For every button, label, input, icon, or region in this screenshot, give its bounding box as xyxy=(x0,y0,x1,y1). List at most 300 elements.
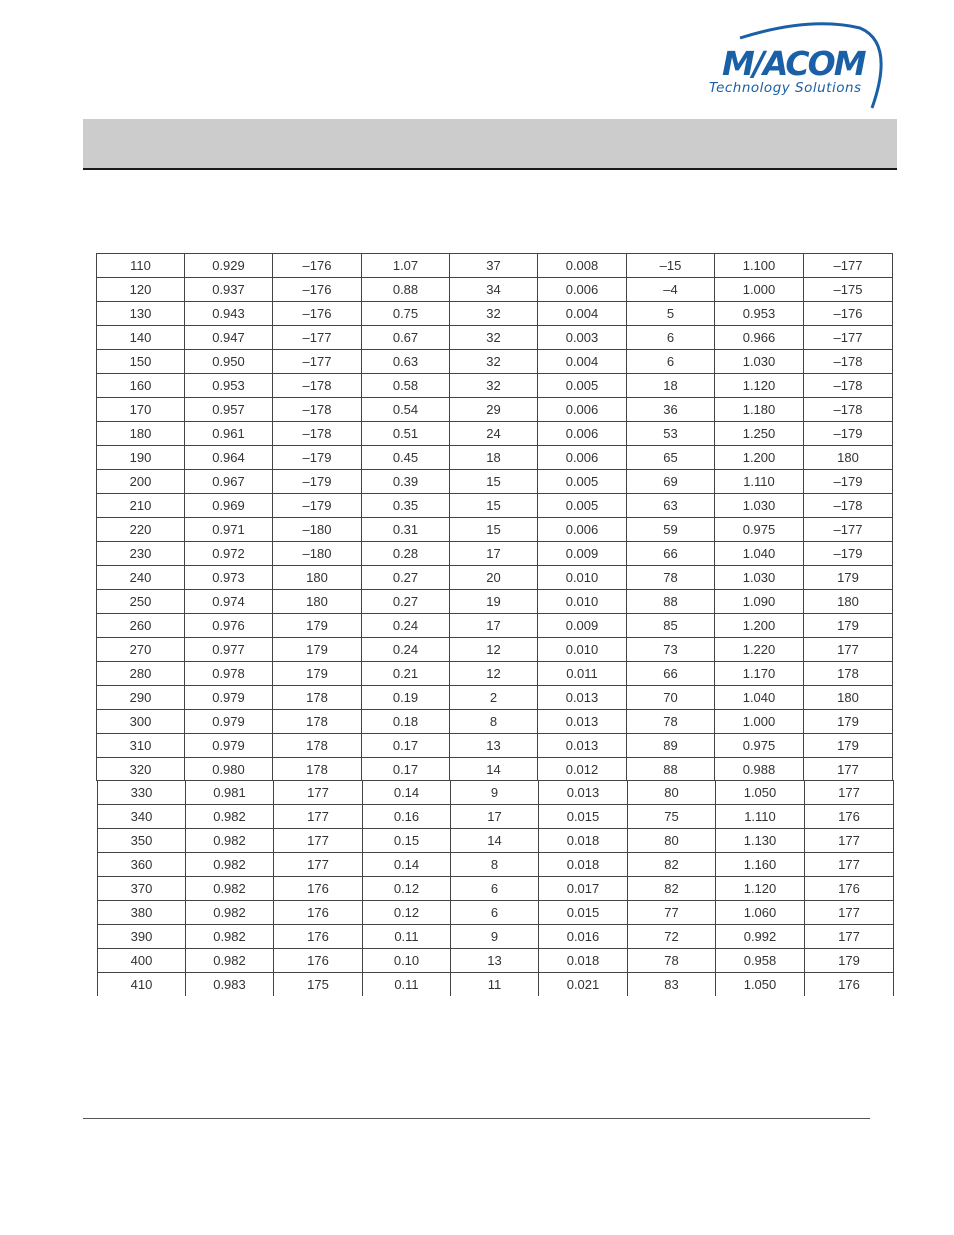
table-cell: 24 xyxy=(450,422,538,446)
table-cell: 18 xyxy=(450,446,538,470)
table-cell: –179 xyxy=(804,470,893,494)
table-cell: 1.130 xyxy=(716,829,805,853)
table-cell: 82 xyxy=(628,877,716,901)
table-cell: –179 xyxy=(273,494,362,518)
table-cell: 0.943 xyxy=(185,302,273,326)
table-cell: 17 xyxy=(450,614,538,638)
table-cell: 9 xyxy=(451,781,539,805)
table-cell: 0.013 xyxy=(538,686,627,710)
table-cell: 0.929 xyxy=(185,254,273,278)
table-cell: –178 xyxy=(804,494,893,518)
table-cell: 177 xyxy=(805,901,894,925)
table-cell: 88 xyxy=(627,590,715,614)
table-cell: 0.016 xyxy=(539,925,628,949)
table-cell: 0.937 xyxy=(185,278,273,302)
table-cell: 177 xyxy=(805,829,894,853)
footer-divider xyxy=(83,1118,870,1119)
table-cell: –177 xyxy=(804,254,893,278)
table-cell: 0.982 xyxy=(186,901,274,925)
table-cell: 32 xyxy=(450,326,538,350)
table-cell: 180 xyxy=(273,566,362,590)
table-cell: 290 xyxy=(97,686,185,710)
table-cell: 176 xyxy=(805,805,894,829)
table-cell: 14 xyxy=(450,758,538,782)
table-cell: 0.017 xyxy=(539,877,628,901)
table-cell: 0.950 xyxy=(185,350,273,374)
table-cell: 8 xyxy=(450,710,538,734)
table-cell: 0.979 xyxy=(185,710,273,734)
table-cell: 0.982 xyxy=(186,925,274,949)
table-cell: 0.17 xyxy=(362,758,450,782)
table-cell: 180 xyxy=(804,446,893,470)
table-cell: 0.992 xyxy=(716,925,805,949)
table-cell: 20 xyxy=(450,566,538,590)
table-cell: 1.160 xyxy=(716,853,805,877)
table-cell: 6 xyxy=(451,901,539,925)
table-cell: 1.110 xyxy=(715,470,804,494)
table-row xyxy=(98,853,894,877)
table-cell: –178 xyxy=(273,374,362,398)
table-cell: 32 xyxy=(450,350,538,374)
table-cell: 0.27 xyxy=(362,566,450,590)
table-cell: 32 xyxy=(450,302,538,326)
table-cell: 260 xyxy=(97,614,185,638)
table-cell: 0.013 xyxy=(538,734,627,758)
table-cell: 0.975 xyxy=(715,518,804,542)
table-cell: 160 xyxy=(97,374,185,398)
macom-logo xyxy=(700,18,890,113)
table-cell: 0.16 xyxy=(363,805,451,829)
table-cell: 330 xyxy=(98,781,186,805)
table-cell: 1.100 xyxy=(715,254,804,278)
table-cell: 0.35 xyxy=(362,494,450,518)
table-cell: 0.974 xyxy=(185,590,273,614)
table-cell: 0.005 xyxy=(538,494,627,518)
table-cell: 1.030 xyxy=(715,350,804,374)
table-row xyxy=(98,805,894,829)
table-cell: 0.018 xyxy=(539,829,628,853)
table-cell: 0.988 xyxy=(715,758,804,782)
table-cell: 72 xyxy=(628,925,716,949)
table-cell: 0.75 xyxy=(362,302,450,326)
table-cell: 0.975 xyxy=(715,734,804,758)
table-cell: –175 xyxy=(804,278,893,302)
table-cell: 1.090 xyxy=(715,590,804,614)
table-cell: 13 xyxy=(450,734,538,758)
table-cell: 0.88 xyxy=(362,278,450,302)
table-cell: 2 xyxy=(450,686,538,710)
table-cell: 280 xyxy=(97,662,185,686)
table-cell: 176 xyxy=(805,877,894,901)
table-cell: 178 xyxy=(273,710,362,734)
table-cell: 180 xyxy=(804,590,893,614)
table-row xyxy=(98,949,894,973)
table-cell: 59 xyxy=(627,518,715,542)
table-row xyxy=(97,758,893,782)
table-cell: –178 xyxy=(273,398,362,422)
table-cell: 0.982 xyxy=(186,829,274,853)
table-cell: 36 xyxy=(627,398,715,422)
table-cell: –176 xyxy=(273,302,362,326)
table-cell: 177 xyxy=(274,781,363,805)
table-cell: 110 xyxy=(97,254,185,278)
table-cell: 0.45 xyxy=(362,446,450,470)
table-cell: –176 xyxy=(273,254,362,278)
table-cell: 0.12 xyxy=(363,901,451,925)
table-cell: 179 xyxy=(804,614,893,638)
table-cell: 0.947 xyxy=(185,326,273,350)
table-cell: 178 xyxy=(273,758,362,782)
table-row xyxy=(97,398,893,422)
table-cell: 177 xyxy=(804,638,893,662)
table-row xyxy=(97,494,893,518)
table-cell: 0.010 xyxy=(538,590,627,614)
table-row xyxy=(97,734,893,758)
table-cell: 0.009 xyxy=(538,614,627,638)
table-cell: 1.000 xyxy=(715,710,804,734)
table-cell: 77 xyxy=(628,901,716,925)
table-cell: 0.63 xyxy=(362,350,450,374)
table-row xyxy=(98,877,894,901)
table-cell: 0.006 xyxy=(538,278,627,302)
table-cell: 0.006 xyxy=(538,518,627,542)
table-cell: 0.953 xyxy=(715,302,804,326)
table-cell: 0.979 xyxy=(185,686,273,710)
table-cell: 179 xyxy=(805,949,894,973)
table-cell: –15 xyxy=(627,254,715,278)
table-cell: 0.982 xyxy=(186,877,274,901)
table-row xyxy=(98,973,894,997)
table-cell: 177 xyxy=(274,829,363,853)
table-cell: 310 xyxy=(97,734,185,758)
table-row xyxy=(97,326,893,350)
table-cell: 0.980 xyxy=(185,758,273,782)
table-cell: 1.200 xyxy=(715,614,804,638)
table-cell: 178 xyxy=(273,734,362,758)
table-row xyxy=(97,254,893,278)
table-row xyxy=(97,710,893,734)
table-cell: –179 xyxy=(804,542,893,566)
table-cell: 0.004 xyxy=(538,350,627,374)
table-cell: 1.180 xyxy=(715,398,804,422)
table-row xyxy=(97,446,893,470)
table-cell: 0.015 xyxy=(539,901,628,925)
table-cell: –177 xyxy=(273,350,362,374)
table-cell: 177 xyxy=(805,781,894,805)
table-cell: 29 xyxy=(450,398,538,422)
table-cell: 210 xyxy=(97,494,185,518)
table-cell: 240 xyxy=(97,566,185,590)
table-cell: 320 xyxy=(97,758,185,782)
table-cell: 0.11 xyxy=(363,925,451,949)
table-cell: 360 xyxy=(98,853,186,877)
table-cell: 0.957 xyxy=(185,398,273,422)
table-cell: 300 xyxy=(97,710,185,734)
table-cell: 37 xyxy=(450,254,538,278)
table-cell: 0.010 xyxy=(538,566,627,590)
table-cell: 66 xyxy=(627,662,715,686)
table-cell: –179 xyxy=(804,422,893,446)
table-cell: –4 xyxy=(627,278,715,302)
table-cell: 15 xyxy=(450,494,538,518)
table-cell: 70 xyxy=(627,686,715,710)
table-cell: 250 xyxy=(97,590,185,614)
table-cell: 176 xyxy=(274,949,363,973)
table-cell: 178 xyxy=(273,686,362,710)
table-cell: 176 xyxy=(274,925,363,949)
table-cell: 80 xyxy=(628,829,716,853)
table-cell: 89 xyxy=(627,734,715,758)
table-cell: –177 xyxy=(804,326,893,350)
table-cell: 1.040 xyxy=(715,686,804,710)
table-cell: 78 xyxy=(627,566,715,590)
table-cell: 0.979 xyxy=(185,734,273,758)
table-row xyxy=(97,470,893,494)
table-cell: 0.982 xyxy=(186,853,274,877)
table-cell: 0.58 xyxy=(362,374,450,398)
table-cell: 0.971 xyxy=(185,518,273,542)
table-cell: 0.28 xyxy=(362,542,450,566)
table-cell: 340 xyxy=(98,805,186,829)
table-cell: –178 xyxy=(273,422,362,446)
table-cell: 73 xyxy=(627,638,715,662)
logo-tagline: Technology Solutions xyxy=(709,80,862,96)
table-cell: –178 xyxy=(804,374,893,398)
table-cell: –176 xyxy=(804,302,893,326)
table-cell: 15 xyxy=(450,470,538,494)
table-cell: 0.006 xyxy=(538,446,627,470)
table-cell: 14 xyxy=(451,829,539,853)
table-cell: 0.31 xyxy=(362,518,450,542)
table-cell: 175 xyxy=(274,973,363,997)
table-cell: 1.060 xyxy=(716,901,805,925)
table-cell: 0.009 xyxy=(538,542,627,566)
table-cell: 0.11 xyxy=(363,973,451,997)
table-cell: 0.981 xyxy=(186,781,274,805)
table-cell: 230 xyxy=(97,542,185,566)
table-cell: –180 xyxy=(273,542,362,566)
table-cell: 0.51 xyxy=(362,422,450,446)
table-row xyxy=(97,566,893,590)
table-cell: 176 xyxy=(274,877,363,901)
table-cell: 6 xyxy=(627,350,715,374)
table-cell: 180 xyxy=(804,686,893,710)
table-cell: 0.982 xyxy=(186,805,274,829)
table-cell: 12 xyxy=(450,662,538,686)
table-cell: 0.24 xyxy=(362,614,450,638)
table-cell: 0.008 xyxy=(538,254,627,278)
table-cell: 410 xyxy=(98,973,186,997)
table-row xyxy=(98,781,894,805)
table-cell: 140 xyxy=(97,326,185,350)
table-cell: 0.978 xyxy=(185,662,273,686)
table-cell: 66 xyxy=(627,542,715,566)
table-cell: 179 xyxy=(273,638,362,662)
table-row xyxy=(97,614,893,638)
s-parameter-table-upper xyxy=(96,253,893,781)
table-cell: 179 xyxy=(804,734,893,758)
table-cell: 0.14 xyxy=(363,781,451,805)
table-cell: 177 xyxy=(805,853,894,877)
table-cell: 83 xyxy=(628,973,716,997)
table-cell: 0.10 xyxy=(363,949,451,973)
table-cell: 1.07 xyxy=(362,254,450,278)
table-cell: 0.982 xyxy=(186,949,274,973)
table-cell: 0.21 xyxy=(362,662,450,686)
table-cell: 0.27 xyxy=(362,590,450,614)
table-cell: 1.000 xyxy=(715,278,804,302)
table-cell: 0.018 xyxy=(539,949,628,973)
table-cell: 0.14 xyxy=(363,853,451,877)
table-cell: 0.003 xyxy=(538,326,627,350)
table-cell: 78 xyxy=(627,710,715,734)
table-row xyxy=(97,518,893,542)
table-cell: 85 xyxy=(627,614,715,638)
table-cell: 0.54 xyxy=(362,398,450,422)
table-cell: 0.967 xyxy=(185,470,273,494)
logo-wordmark: M/ACOM xyxy=(722,44,865,83)
table-row xyxy=(97,278,893,302)
table-cell: 130 xyxy=(97,302,185,326)
table-cell: 0.012 xyxy=(538,758,627,782)
table-cell: 1.170 xyxy=(715,662,804,686)
table-cell: 32 xyxy=(450,374,538,398)
table-row xyxy=(97,686,893,710)
table-cell: 65 xyxy=(627,446,715,470)
table-cell: 0.19 xyxy=(362,686,450,710)
table-cell: 0.953 xyxy=(185,374,273,398)
table-cell: 34 xyxy=(450,278,538,302)
table-cell: 9 xyxy=(451,925,539,949)
table-row xyxy=(97,422,893,446)
table-cell: 1.030 xyxy=(715,494,804,518)
table-cell: 0.67 xyxy=(362,326,450,350)
table-cell: 1.040 xyxy=(715,542,804,566)
table-cell: 150 xyxy=(97,350,185,374)
table-cell: 0.973 xyxy=(185,566,273,590)
table-cell: 15 xyxy=(450,518,538,542)
table-cell: 400 xyxy=(98,949,186,973)
table-cell: 180 xyxy=(273,590,362,614)
table-cell: 1.030 xyxy=(715,566,804,590)
table-cell: 75 xyxy=(628,805,716,829)
table-cell: –179 xyxy=(273,470,362,494)
table-cell: 177 xyxy=(804,758,893,782)
table-row xyxy=(97,662,893,686)
table-cell: 0.013 xyxy=(539,781,628,805)
table-cell: 179 xyxy=(273,662,362,686)
table-cell: 19 xyxy=(450,590,538,614)
table-cell: 18 xyxy=(627,374,715,398)
table-body-upper xyxy=(97,254,893,782)
table-row xyxy=(97,350,893,374)
table-cell: 0.006 xyxy=(538,398,627,422)
table-cell: 370 xyxy=(98,877,186,901)
table-cell: 0.004 xyxy=(538,302,627,326)
table-cell: –176 xyxy=(273,278,362,302)
table-cell: 0.964 xyxy=(185,446,273,470)
table-cell: 179 xyxy=(804,566,893,590)
table-cell: 179 xyxy=(804,710,893,734)
section-header-band xyxy=(83,119,897,170)
table-cell: 82 xyxy=(628,853,716,877)
table-cell: 0.976 xyxy=(185,614,273,638)
table-cell: 270 xyxy=(97,638,185,662)
table-cell: 390 xyxy=(98,925,186,949)
table-cell: –177 xyxy=(804,518,893,542)
table-cell: 1.200 xyxy=(715,446,804,470)
table-cell: 1.050 xyxy=(716,973,805,997)
table-cell: 0.972 xyxy=(185,542,273,566)
table-cell: 177 xyxy=(274,853,363,877)
table-cell: 88 xyxy=(627,758,715,782)
table-cell: 1.120 xyxy=(716,877,805,901)
table-cell: 1.110 xyxy=(716,805,805,829)
table-cell: 78 xyxy=(628,949,716,973)
table-cell: 17 xyxy=(451,805,539,829)
table-cell: –178 xyxy=(804,350,893,374)
table-cell: 0.021 xyxy=(539,973,628,997)
table-cell: 120 xyxy=(97,278,185,302)
table-cell: 179 xyxy=(273,614,362,638)
table-cell: 0.015 xyxy=(539,805,628,829)
table-cell: 200 xyxy=(97,470,185,494)
table-cell: 6 xyxy=(627,326,715,350)
table-row xyxy=(97,374,893,398)
table-row xyxy=(97,638,893,662)
table-cell: –179 xyxy=(273,446,362,470)
table-cell: 0.005 xyxy=(538,374,627,398)
table-cell: 0.018 xyxy=(539,853,628,877)
table-cell: 350 xyxy=(98,829,186,853)
table-row xyxy=(97,302,893,326)
table-cell: 0.39 xyxy=(362,470,450,494)
table-cell: 0.12 xyxy=(363,877,451,901)
table-cell: 380 xyxy=(98,901,186,925)
table-cell: 177 xyxy=(274,805,363,829)
table-cell: 1.120 xyxy=(715,374,804,398)
table-cell: 69 xyxy=(627,470,715,494)
table-cell: 0.24 xyxy=(362,638,450,662)
table-cell: 1.250 xyxy=(715,422,804,446)
table-cell: 0.013 xyxy=(538,710,627,734)
table-cell: 0.005 xyxy=(538,470,627,494)
table-row xyxy=(98,829,894,853)
table-cell: 0.15 xyxy=(363,829,451,853)
table-cell: 0.011 xyxy=(538,662,627,686)
table-cell: 12 xyxy=(450,638,538,662)
table-cell: 0.977 xyxy=(185,638,273,662)
table-row xyxy=(97,590,893,614)
table-cell: 220 xyxy=(97,518,185,542)
table-cell: 0.17 xyxy=(362,734,450,758)
table-cell: 176 xyxy=(805,973,894,997)
table-body-lower xyxy=(98,781,894,997)
table-cell: 0.010 xyxy=(538,638,627,662)
table-row xyxy=(98,901,894,925)
table-cell: –178 xyxy=(804,398,893,422)
table-cell: 63 xyxy=(627,494,715,518)
table-cell: 0.969 xyxy=(185,494,273,518)
table-cell: 0.18 xyxy=(362,710,450,734)
table-cell: 178 xyxy=(804,662,893,686)
table-row xyxy=(98,925,894,949)
table-cell: 80 xyxy=(628,781,716,805)
s-parameter-table-lower xyxy=(97,780,894,996)
table-cell: 170 xyxy=(97,398,185,422)
table-cell: 177 xyxy=(805,925,894,949)
table-cell: 11 xyxy=(451,973,539,997)
